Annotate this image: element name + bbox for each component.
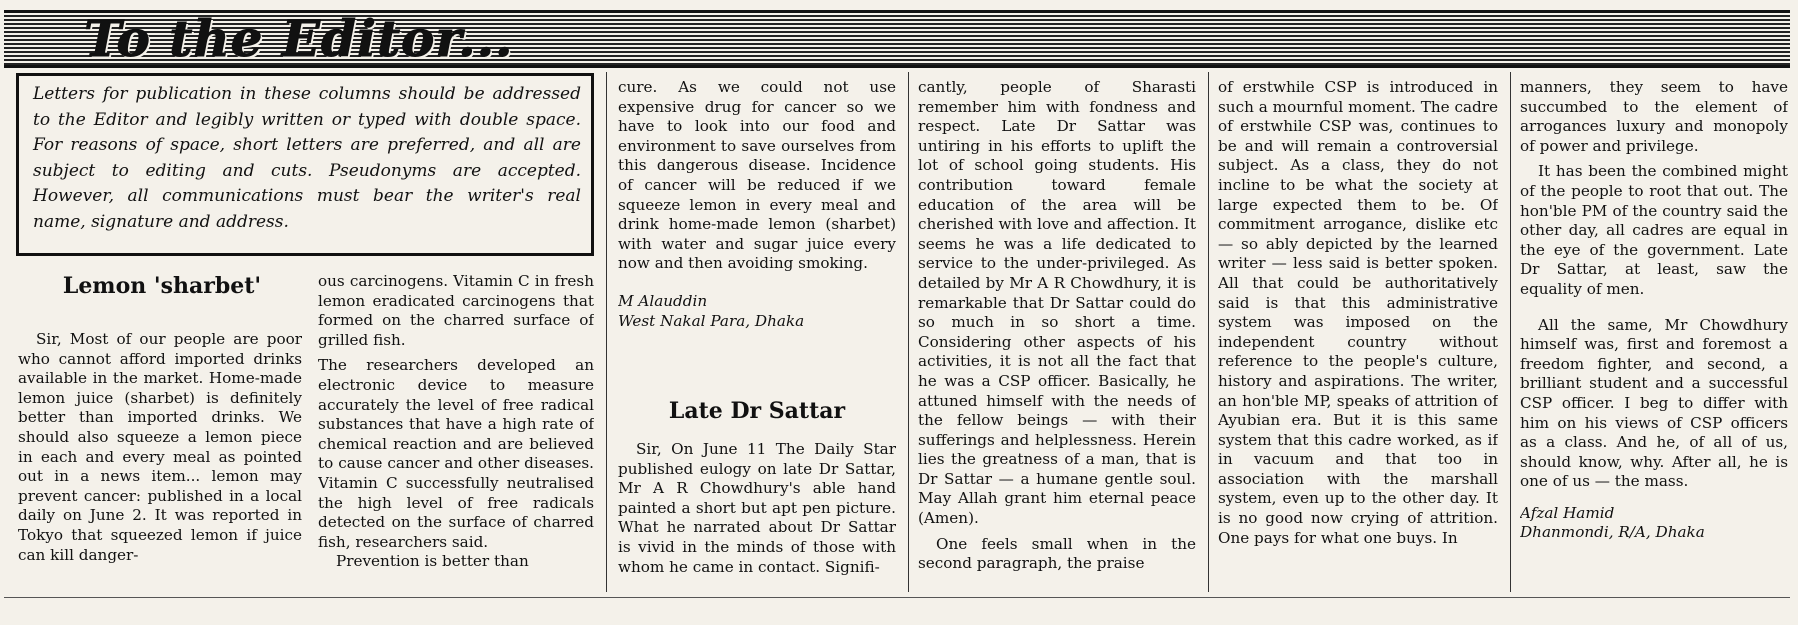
masthead-banner bbox=[4, 10, 1790, 68]
editor-notice-box bbox=[16, 73, 594, 256]
letter2-column-e bbox=[1218, 78, 1498, 596]
letter1-paragraph-4: Prevention is better than bbox=[336, 552, 529, 571]
letter2-paragraph-4: of erstwhile CSP is introduced in such a mournful moment. The cadre of erstwhile CSP was, continues to be and will remain a controversial subject. As a class, they do not incline to be what the society at large expected them to be. Of commitment arrogance, dislike etc — so ably depicted by the learned writer — less said is better spoken. All that could be authoritatively said is that this administrative system was imposed on the independent country without reference to the people's culture, history and aspirations. The writer, an hon'ble MP, speaks of attrition of Ayubian era. But it is this same system that this cadre worked, as if in vacuum and that too in association with the marshall system, even up to the other day. It is no good now crying of attrition. One pays for what one buys. In bbox=[1218, 78, 1498, 547]
letter2-signature-name: Afzal Hamid bbox=[1520, 503, 1615, 522]
letter2-column-d bbox=[918, 78, 1196, 596]
letter2-paragraph-7: All the same, Mr Chowdhury himself was, first and foremost a freedom fighter, and second, a brilliant student and a successful CSP officer. I beg to differ with him on his views of CSP officers as a class. And he, of all of us, should know, why. After all, he is one of us — the mass. bbox=[1520, 315, 1788, 491]
letter1-column-b bbox=[318, 272, 594, 594]
letter2-paragraph-6: It has been the combined might of the people to root that out. The hon'ble PM of the country said the other day, all cadres are equal in the eye of the government. Late Dr Sattar, at least, saw the equality of men. bbox=[1520, 162, 1788, 298]
masthead-title: To the Editor... bbox=[84, 9, 514, 68]
column-divider bbox=[1208, 72, 1209, 592]
letter2-column-f bbox=[1520, 78, 1788, 596]
bottom-rule bbox=[4, 597, 1790, 598]
column-divider bbox=[1510, 72, 1511, 592]
letter1-paragraph-5: cure. As we could not use expensive drug for cancer so we have to look into our food and environment to save ourselves from this dangerous disease. Incidence of cancer will be reduced if we squeeze lemon in every meal and drink home-made lemon (sharbet) with water and sugar juice every now and then avoiding smoking. bbox=[618, 78, 896, 273]
letter2-paragraph-1: Sir, On June 11 The Daily Star published eulogy on late Dr Sattar, Mr A R Chowdhury's able hand painted a short but apt pen picture. What he narrated about Dr Sattar is vivid in the minds of those with whom he came in contact. Signifi- bbox=[618, 440, 896, 576]
letter1-paragraph-2: ous carcinogens. Vitamin C in fresh lemon eradicated carcinogens that formed on the charred surface of grilled fish. bbox=[318, 272, 594, 349]
letter2-headline: Late Dr Sattar bbox=[668, 398, 846, 424]
letter1-paragraph-3: The researchers developed an electronic device to measure accurately the level of free radical substances that have a high rate of chemical reaction and are believed to cause cancer and other diseases. Vitamin C successfully neutralised the high level of free radicals detected on the surface of charred fish, researchers said. bbox=[318, 356, 594, 551]
letter2-paragraph-2: cantly, people of Sharasti remember him with fondness and respect. Late Dr Sattar was untiring in his efforts to uplift the lot of school going students. His contribution toward female education of the area will be cherished with love and affection. It seems he was a life dedicated to service to the under-privileged. As detailed by Mr A R Chowdhury, it is remarkable that Dr Sattar could do so much in so short a time. Considering other aspects of his activities, it is not all the fact that he was a CSP officer. Basically, he attuned himself with the needs of the fellow beings — with their sufferings and helplessness. Herein lies the greatness of a man, that is Dr Sattar — a humane gentle soul. May Allah grant him eternal peace (Amen). bbox=[918, 78, 1196, 528]
letter1-signature-name: M Alauddin bbox=[618, 291, 708, 310]
letter2-paragraph-3: One feels small when in the second paragraph, the praise bbox=[918, 534, 1196, 573]
column-divider bbox=[908, 72, 909, 592]
letter1-paragraph-1: Sir, Most of our people are poor who cannot afford imported drinks available in the market. Home-made lemon juice (sharbet) is definitely better than imported drinks. We should also squeeze a lemon piece in each and every meal as pointed out in a news item... lemon may prevent cancer: published in a local daily on June 2. It was reported in Tokyo that squeezed lemon if juice can kill danger- bbox=[18, 330, 302, 564]
letter2-paragraph-5: manners, they seem to have succumbed to the element of arrogances luxury and monopoly of power and privilege. bbox=[1520, 78, 1788, 155]
letter2-column-c bbox=[618, 440, 896, 596]
editor-notice-text: Letters for publication in these columns should be addressed to the Editor and legibly written or typed with double space. For reasons of space, short letters are preferred, and all are subject to editing and cuts. Pseudonyms are accepted. However, all communications must bear the writer's real name, signature and address. bbox=[33, 84, 581, 232]
column-divider bbox=[606, 72, 607, 592]
letter1-column-a bbox=[18, 330, 302, 592]
letter1-signature-place: West Nakal Para, Dhaka bbox=[618, 311, 805, 330]
letter2-signature-place: Dhanmondi, R/A, Dhaka bbox=[1520, 523, 1705, 542]
letter1-headline: Lemon 'sharbet' bbox=[62, 273, 262, 299]
